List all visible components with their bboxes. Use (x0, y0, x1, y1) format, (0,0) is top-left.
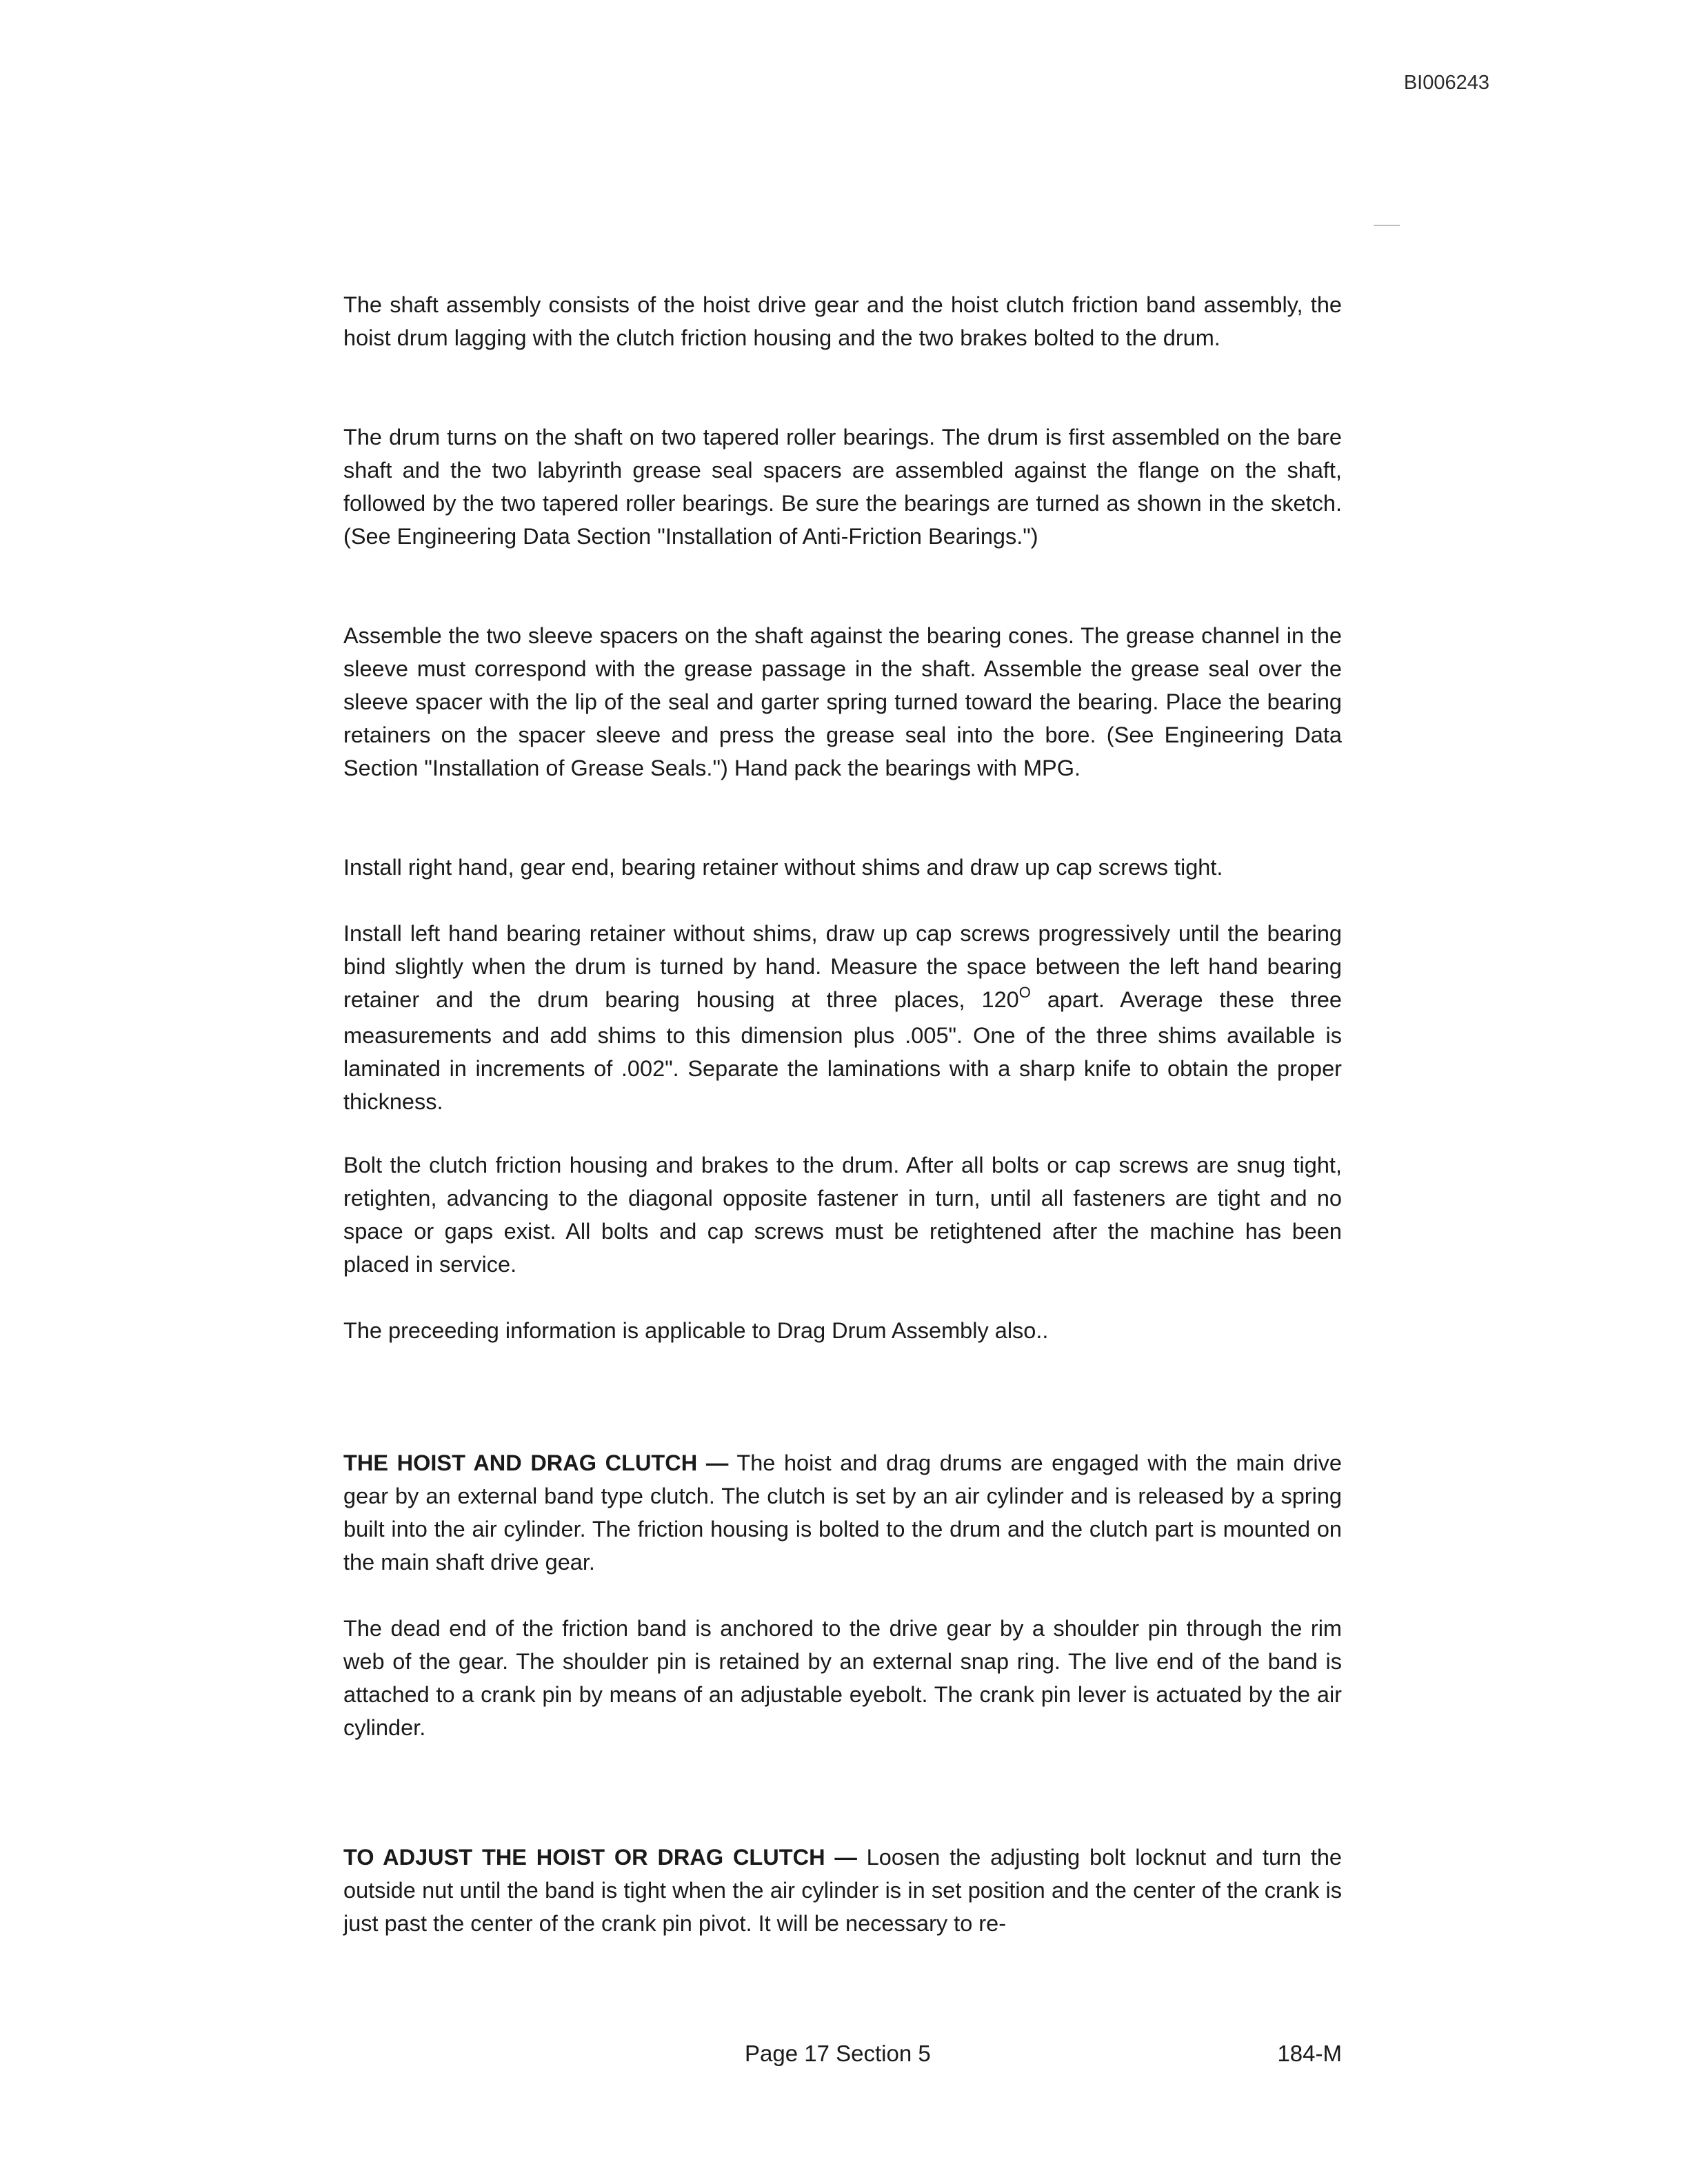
degree-superscript: O (1018, 984, 1031, 1001)
section-body-hoist-drag-clutch: The hoist and drag drums are engaged with the main drive gear by an external band type clutch. The clutch is set by an air cylinder and is released by a spring built into the air cylinder. The friction housing is bolted to the drum and the clutch part is mounted on the main shaft drive gear. (343, 1450, 1342, 1575)
left-retainer-text-after: apart. Average these three measurements and add shims to this dimension plus .005". One of the three shims available is laminated in increments of .002". Separate the laminations with a sharp knife to obtain the proper thickness. (343, 987, 1342, 1114)
footer-page-label: Page 17 Section 5 (745, 2041, 931, 2066)
footer-model-number: 184-M (1277, 2041, 1342, 2066)
section-heading-hoist-drag-clutch: THE HOIST AND DRAG CLUTCH — (343, 1450, 729, 1475)
bolting-paragraph-block (343, 1149, 1342, 1281)
friction-band-section (343, 1612, 1342, 1744)
paragraph-shaft-assembly: The shaft assembly consists of the hoist drive gear and the hoist clutch friction band assembly, the hoist drum lagging with the clutch friction housing and the two brakes bolted to the drum. (343, 292, 1342, 350)
applicability-paragraph-block (343, 1314, 1342, 1347)
paragraph-friction-band: The dead end of the friction band is anchored to the drive gear by a shoulder pin through the rim web of the gear. The shoulder pin is retained by an external snap ring. The live end of the band is attached to a crank pin by means of an adjustable eyebolt. The crank pin lever is actuated by the air cylinder. (343, 1616, 1342, 1740)
sleeve-spacers-paragraph-block (343, 619, 1342, 785)
paragraph-applicability-note: The preceeding information is applicable to Drag Drum Assembly also.. (343, 1318, 1049, 1343)
paragraph-drum-bearings: The drum turns on the shaft on two tapered roller bearings. The drum is first assembled on the bare shaft and the two labyrinth grease seal spacers are assembled against the flange on the shaft, followed by the two tapered roller bearings. Be sure the bearings are turned as shown in the sketch. (See Engineering Data Section "Installation of Anti-Friction Bearings.") (343, 425, 1342, 549)
shaft-assembly-paragraph-block (343, 288, 1342, 354)
right-retainer-paragraph-block (343, 851, 1342, 884)
section-heading-adjust-clutch: TO ADJUST THE HOIST OR DRAG CLUTCH — (343, 1845, 857, 1870)
paragraph-sleeve-spacers: Assemble the two sleeve spacers on the shaft against the bearing cones. The grease channel in the sleeve must correspond with the grease passage in the shaft. Assemble the grease seal over the sleeve spacer with the lip of the seal and garter spring turned toward the bearing. Place the bearing retainers on the spacer sleeve and press the grease seal into the bore. (See Engineering Data Section "Installation of Grease Seals.") Hand pack the bearings with MPG. (343, 623, 1342, 780)
document-id: BI006243 (1403, 72, 1489, 94)
section-body-adjust-clutch: Loosen the adjusting bolt locknut and turn the outside nut until the band is tight when the air cylinder is in set position and the center of the crank is just past the center of the crank pin pivot. It will be necessary to re- (343, 1845, 1343, 1936)
scan-mark (1374, 225, 1400, 226)
hoist-drag-clutch-section (343, 1446, 1342, 1579)
left-retainer-text-before: Install left hand bearing retainer without shims, draw up cap screws progressively until the bearing bind slightly when the drum is turned by hand. Measure the space between the left hand bearing retainer and the drum bearing housing at three places, 120 (343, 921, 1342, 1012)
paragraph-right-hand-retainer: Install right hand, gear end, bearing retainer without shims and draw up cap screws tight. (343, 855, 1223, 880)
paragraph-left-hand-retainer (343, 917, 1342, 1118)
bearings-paragraph-block (343, 421, 1342, 553)
adjust-clutch-section (343, 1841, 1342, 1940)
left-retainer-paragraph-block (343, 917, 1342, 1118)
paragraph-bolting: Bolt the clutch friction housing and brakes to the drum. After all bolts or cap screws are snug tight, retighten, advancing to the diagonal opposite fastener in turn, until all fasteners are tight and no space or gaps exist. All bolts and cap screws must be retightened after the machine has been placed in service. (343, 1153, 1342, 1277)
paragraph-hoist-drag-clutch (343, 1446, 1342, 1579)
paragraph-adjust-clutch (343, 1841, 1342, 1940)
